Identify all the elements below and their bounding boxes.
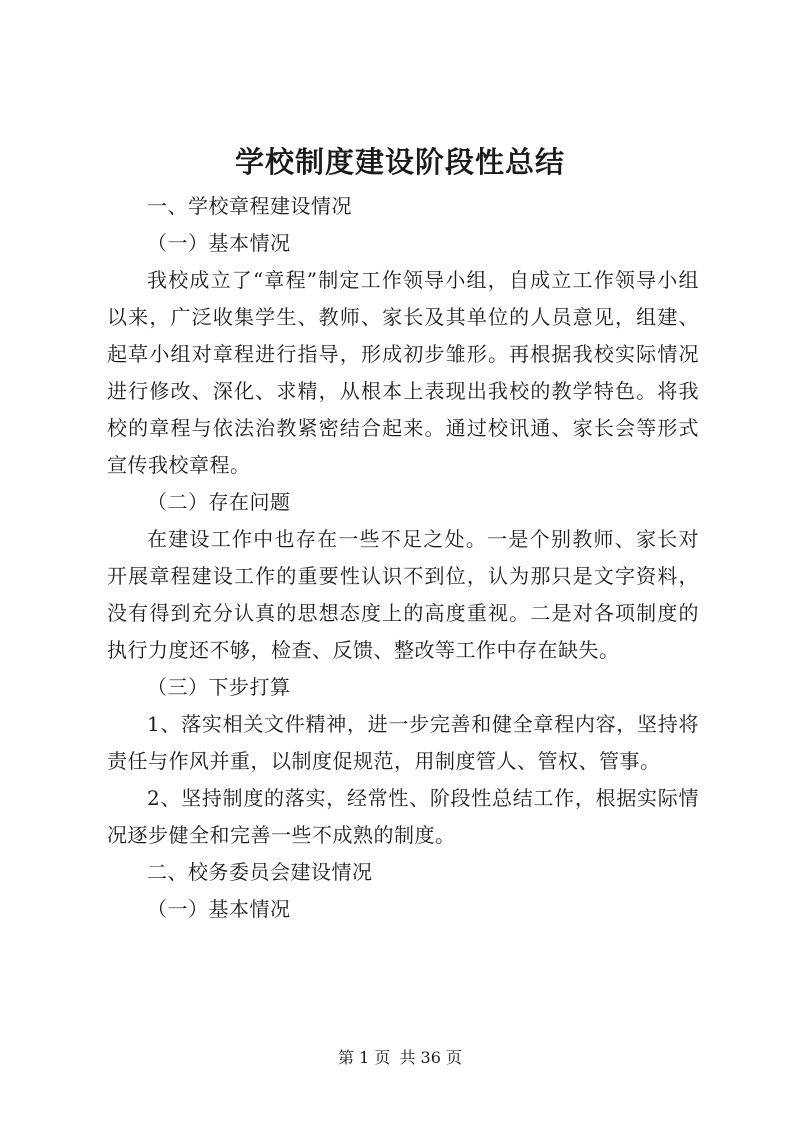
section-heading: 二、校务委员会建设情况 (147, 860, 373, 884)
subsection-heading: （一）基本情况 (147, 231, 291, 255)
document-body (107, 188, 699, 928)
subsection-heading: （二）存在问题 (147, 490, 291, 514)
page-footer (0, 1045, 800, 1068)
page-total: 共 36 页 (399, 1048, 462, 1067)
page-number: 第 1 页 (338, 1048, 391, 1067)
body-paragraph: 我校成立了“章程”制定工作领导小组，自成立工作领导小组以来，广泛收集学生、教师、家长及其单位的人员意见，组建、起草小组对章程进行指导，形成初步雏形。再根据我校实际情况进行修改、深化、求精，从根本上表现出我校的教学特色。将我校的章程与依法治教紧密结合起来。通过校讯通、家长会等形式宣传我校章程。 (107, 268, 699, 477)
section-heading: 一、学校章程建设情况 (147, 194, 352, 218)
document-title: 学校制度建设阶段性总结 (234, 145, 565, 179)
body-paragraph: 2、坚持制度的落实，经常性、阶段性总结工作，根据实际情况逐步健全和完善一些不成熟的制度。 (107, 786, 699, 847)
body-paragraph: 在建设工作中也存在一些不足之处。一是个别教师、家长对开展章程建设工作的重要性认识不到位，认为那只是文字资料，没有得到充分认真的思想态度上的高度重视。二是对各项制度的执行力度还不够，检查、反馈、整改等工作中存在缺失。 (107, 527, 699, 662)
subsection-heading: （一）基本情况 (147, 897, 291, 921)
body-paragraph: 1、落实相关文件精神，进一步完善和健全章程内容，坚持将责任与作风并重，以制度促规范，用制度管人、管权、管事。 (107, 712, 699, 773)
subsection-heading: （三）下步打算 (147, 675, 291, 699)
